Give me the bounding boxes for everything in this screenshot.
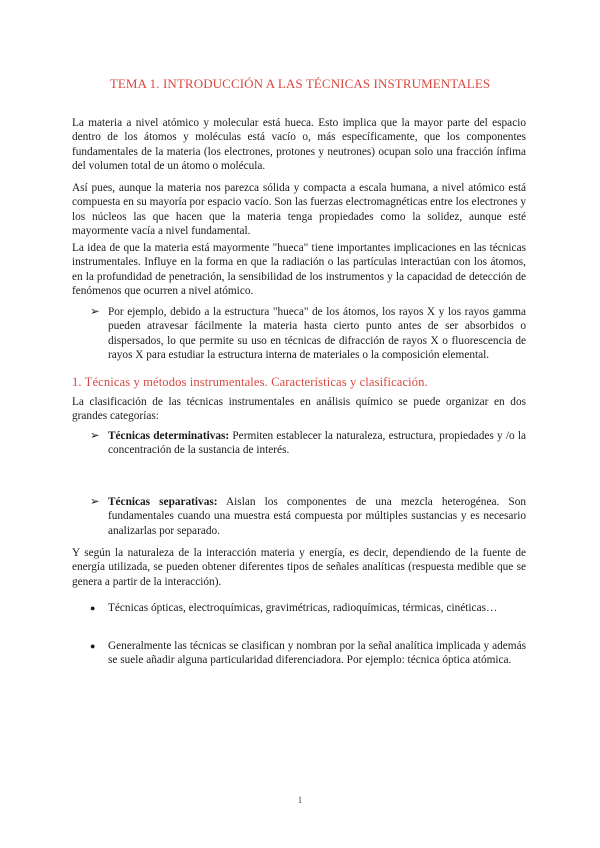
category-description: Aislan los componentes de una mezcla heterogénea. Son fundamentales cuando una muestra está compuesta por múltiples sustancias y es necesario analizarlas por separado. bbox=[108, 496, 526, 537]
category-text bbox=[108, 429, 526, 458]
paragraph-signal-types: Y según la naturaleza de la interacción materia y energía, es decir, dependiendo de la fuente de energía utilizada, se pueden obtener diferentes tipos de señales analíticas (respuesta medible que se genera a partir de la interacción). bbox=[72, 547, 526, 588]
section-intro: La clasificación de las técnicas instrumentales en análisis químico se puede organizar en dos grandes categorías: bbox=[72, 396, 526, 423]
category-term: Técnicas separativas: bbox=[108, 496, 218, 508]
arrow-bullet-icon: ➢ bbox=[90, 496, 100, 508]
category-term: Técnicas determinativas: bbox=[108, 430, 230, 442]
paragraph-1: La materia a nivel atómico y molecular está hueca. Esto implica que la mayor parte del espacio dentro de los átomos y moléculas está vacío o, más específicamente, que los componentes fundamentales de la materia (los electrones, protones y neutrones) ocupan solo una fracción ínfima del volumen total de un átomo o molécula. bbox=[72, 117, 526, 173]
dot-bullet-icon: ● bbox=[90, 603, 96, 613]
paragraph-2: Así pues, aunque la materia nos parezca sólida y compacta a escala humana, a nivel atómico está compuesta en su mayoría por espacio vacío. Son las fuerzas electromagnéticas entre los electrones y los núcleos las que hacen que la materia tenga propiedades como la solidez, aunque esté mayormente vacía a nivel fundamental. bbox=[72, 182, 526, 238]
dot-bullet-text: Técnicas ópticas, electroquímicas, gravimétricas, radioquímicas, térmicas, cinéticas… bbox=[108, 602, 498, 614]
page-title: TEMA 1. INTRODUCCIÓN A LAS TÉCNICAS INSTRUMENTALES bbox=[109, 76, 491, 91]
arrow-bullet-text: Por ejemplo, debido a la estructura "hueca" de los átomos, los rayos X y los rayos gamma pueden atravesar fácilmente la materia hasta cierto punto antes de ser absorbidos o dispersados, lo que permite su uso en técnicas de difracción de rayos X o fluorescencia de rayos X para estudiar la estructura interna de materiales o la composición elemental. bbox=[108, 306, 526, 362]
dot-bullet-text: Generalmente las técnicas se clasifican y nombran por la señal analítica implicada y además se suele añadir alguna particularidad diferenciadora. Por ejemplo: técnica óptica atómica. bbox=[108, 640, 526, 667]
arrow-bullet-icon: ➢ bbox=[90, 430, 100, 442]
category-description: Permiten establecer la naturaleza, estructura, propiedades y /o la concentración de la sustancia de interés. bbox=[108, 430, 526, 457]
arrow-bullet-icon: ➢ bbox=[90, 306, 100, 318]
dot-bullet-icon: ● bbox=[90, 641, 96, 651]
page-number: 1 bbox=[297, 795, 303, 805]
category-text bbox=[108, 495, 526, 538]
section-heading: 1. Técnicas y métodos instrumentales. Características y clasificación. bbox=[72, 375, 428, 389]
paragraph-3: La idea de que la materia está mayormente "hueca" tiene importantes implicaciones en las técnicas instrumentales. Influye en la forma en que la radiación o las partículas interactúan con los átomos, en la profundidad de penetración, la sensibilidad de los instrumentos y la capacidad de detección de fenómenos que ocurren a nivel atómico. bbox=[72, 242, 526, 298]
